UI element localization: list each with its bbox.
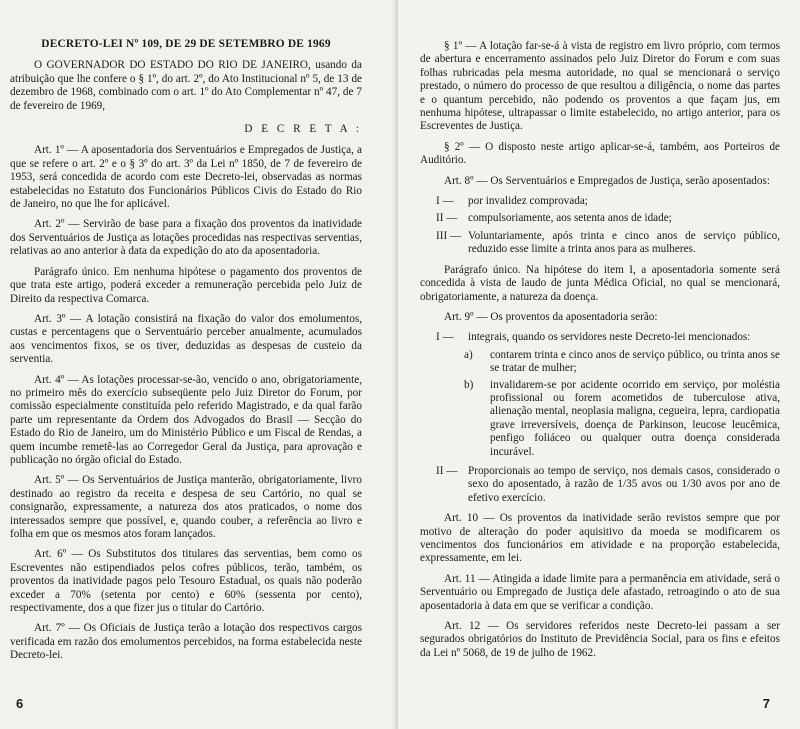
decreta-heading: D E C R E T A : <box>244 123 362 136</box>
article-8-item <box>420 212 780 225</box>
article-7-paragraph-2: § 2º — O disposto neste artigo aplicar-se-á, também, aos Porteiros de Auditório. <box>420 140 780 167</box>
left-page-text <box>10 38 362 670</box>
article-3: Art. 3º — A lotação consistirá na fixação do valor dos emolumentos, custas e percentagens que o Serventuário perceber anualmente, acumulados aos vencimentos fixos, se os tiver, deduzidas as despesas de custeio da serventia. <box>10 312 362 366</box>
article-8-item <box>420 230 780 257</box>
decree-preamble: O GOVERNADOR DO ESTADO DO RIO DE JANEIRO, usando da atribuição que lhe confere o § 1º, do art. 2º, do Ato Institucional nº 5, de 13 de dezembro de 1968, combinado com o art. 1º do Ato Complementar nº 47, de 7 de fevereiro de 1969, <box>10 59 362 112</box>
article-8: Art. 8º — Os Serventuários e Empregados de Justiça, serão aposentados: <box>444 174 770 187</box>
subitem-letter: b) <box>464 378 474 391</box>
article-9-item-i <box>420 331 780 344</box>
article-9-item-ii <box>420 465 780 505</box>
article-9-subitem <box>420 379 780 459</box>
article-5: Art. 5º — Os Serventuários de Justiça manterão, obrigatoriamente, livro destinado ao registro da receita e despesa de seu Cartório, no qual se consignarão, expressamente, a natureza dos atos praticados, o nome dos interessados sempre que possível, e, quando couber, a referência ao livro e folha em que os mesmos atos foram lançados. <box>10 474 362 540</box>
right-page-text <box>420 40 780 667</box>
page-number-right: 7 <box>762 696 770 711</box>
article-2-paragraph: Parágrafo único. Em nenhuma hipótese o pagamento dos proventos de que trata este artigo, poderá exceder a remuneração percebida pelo Juiz de Direito da respectiva Comarca. <box>10 265 362 305</box>
article-1: Art. 1º — A aposentadoria dos Serventuários e Empregados de Justiça, a que se refere o art. 2º e o § 3º do art. 3º da Lei nº 1850, de 7 de fevereiro de 1953, será concedida de acordo com este Decreto-lei, observadas as normas estabelecidas no Estatuto dos Funcionários Públicos Civis do Estado do Rio de Janeiro, no que lhe for aplicável. <box>10 144 362 211</box>
article-8-item <box>420 195 780 208</box>
item-text: integrais, quando os servidores neste Decreto-lei mencionados: <box>468 331 751 344</box>
article-7: Art. 7º — Os Oficiais de Justiça terão a lotação dos respectivos cargos verificada em razão dos emolumentos percebidos, na forma estabelecida neste Decreto-lei. <box>10 622 362 662</box>
item-number: II — <box>436 464 458 477</box>
page-number-left: 6 <box>16 696 24 711</box>
item-text: Voluntariamente, após trinta e cinco anos de serviço público, reduzido esse limite a trinta anos para as mulheres. <box>468 229 780 256</box>
article-6: Art. 6º — Os Substitutos dos titulares das serventias, bem como os Escreventes não estipendiados pelos cofres públicos, terão, também, os proventos da inatividade pagos pelo Tesouro Estadual, os quais não poderão exceder a 70% (setenta por cento) e 60% (sessenta por cento), respectivamente, dos a que fizer jus o titular do Cartório. <box>10 548 362 615</box>
subitem-letter: a) <box>464 348 473 361</box>
decree-title: DECRETO-LEI Nº 109, DE 29 DE SETEMBRO DE 1969 <box>41 38 331 50</box>
article-4: Art. 4º — As lotações processar-se-ão, vencido o ano, obrigatoriamente, no primeiro mês do exercício subseqüente pelo Juiz Diretor do Forum, por comissão especialmente constituída pelo referido Magistrado, e da qual farão parte um representante da Ordem dos Advogados do Brasil — Secção do Estado do Rio de Janeiro, um do Ministério Público e um Fiscal de Rendas, a quem incumbe remetê-las ao Corregedor Geral da Justiça, para aprovação e publicação no órgão oficial do Estado. <box>10 373 362 466</box>
article-8-paragraph: Parágrafo único. Na hipótese do item I, a aposentadoria somente será concedida à vista de laudo de junta Médica Oficial, no qual se mencionará, obrigatoriamente, a natureza da doença. <box>420 263 780 303</box>
item-number: III — <box>436 229 462 242</box>
subitem-text: invalidarem-se por acidente ocorrido em serviço, por moléstia profissional ou forem acometidos de tuberculose ativa, alienação mental, neoplasia maligna, cegueira, lepra, cardiopatia grave irreversíveis, doença de Parkinson, leucose leucêmica, penfigo foliáceo ou qualquer outra doença considerada incurável. <box>490 378 780 458</box>
article-9: Art. 9º — Os proventos da aposentadoria serão: <box>444 310 658 323</box>
article-10: Art. 10 — Os proventos da inatividade serão revistos sempre que por motivo de alteração do poder aquisitivo da moeda se modificarem os vencimentos dos funcionários em atividade e na proporção estabelecida, expressamente, em lei. <box>420 512 780 565</box>
subitem-text: contarem trinta e cinco anos de serviço público, ou trinta anos se se tratar de mulher; <box>490 348 780 375</box>
item-number: I — <box>436 195 454 208</box>
left-page <box>0 0 398 729</box>
article-12: Art. 12 — Os servidores referidos neste Decreto-lei passam a ser segurados obrigatórios do Instituto de Previdência Social, para os fins e efeitos da Lei nº 5068, de 19 de julho de 1962. <box>420 620 780 659</box>
article-11: Art. 11 — Atingida a idade limite para a permanência em atividade, será o Serventuário ou Empregado de Justiça dele afastado, retroagindo o ato de sua aposentadoria à data em que se verificar a condição. <box>420 572 780 612</box>
item-text: Proporcionais ao tempo de serviço, nos demais casos, considerado o sexo do aposentado, à razão de 1/35 avos ou 1/30 avos por ano de efetivo exercício. <box>468 464 780 504</box>
right-page <box>398 0 800 729</box>
article-9-subitem <box>420 349 780 376</box>
article-2: Art. 2º — Servirão de base para a fixação dos proventos da inatividade dos Serventuários de Justiça as lotações procedidas nas respectivas serventias, relativas ao ano anterior à data da expedição do ato da aposentadoria. <box>10 218 362 258</box>
item-number: I — <box>436 331 454 344</box>
article-7-paragraph-1: § 1º — A lotação far-se-á à vista de registro em livro próprio, com termos de abertura e encerramento assinados pelo Juiz Diretor do Forum e com suas folhas rubricadas pela mesma autoridade, no qual se mencionará o serviço prestado, o número do processo de que resultou a diligência, o nome das partes e o quantum percebido, não podendo os proventos a que façam jus, em nenhuma hipótese, ultrapassar o limite estabelecido, no artigo anterior, para os Escreventes de Justiça. <box>420 40 780 133</box>
item-number: II — <box>436 212 458 225</box>
item-text: compulsoriamente, aos setenta anos de idade; <box>468 212 672 225</box>
item-text: por invalidez comprovada; <box>468 195 588 208</box>
